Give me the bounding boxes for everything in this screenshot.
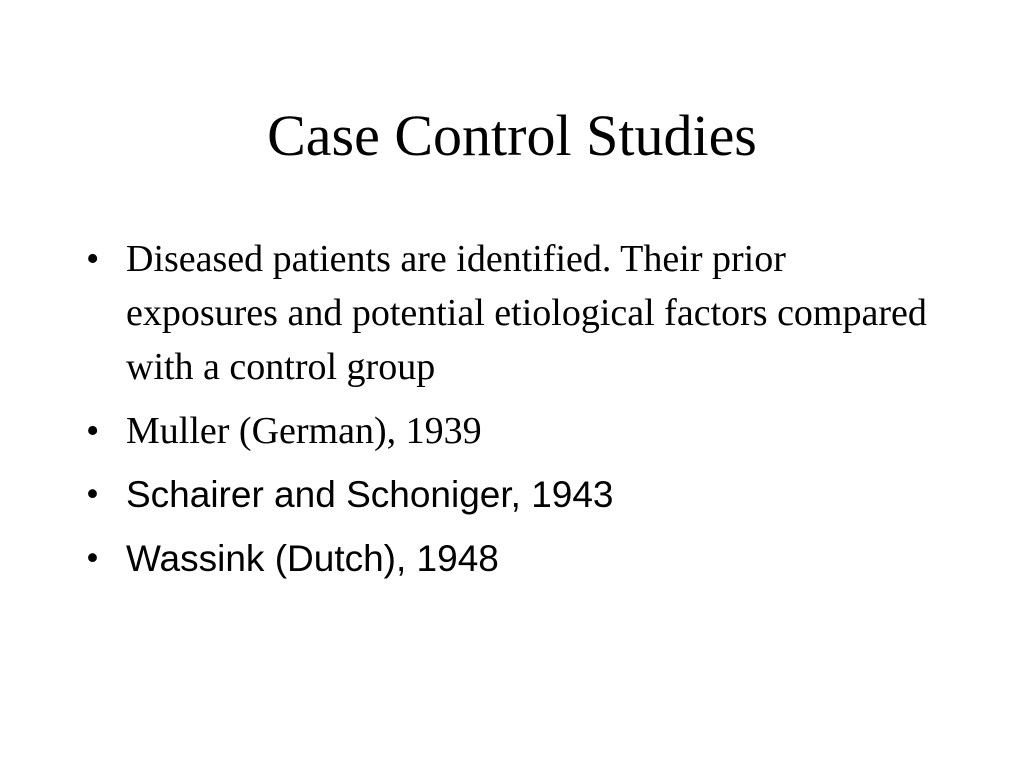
bullet-marker: • (86, 238, 100, 280)
bullet-item (86, 468, 946, 522)
bullet-marker: • (86, 538, 99, 579)
bullet-text: Schairer and Schoniger, 1943 (126, 474, 614, 515)
bullet-list (86, 232, 946, 596)
bullet-marker: • (86, 410, 100, 452)
bullet-item (86, 232, 946, 394)
bullet-text: Diseased patients are identified. Their prior exposures and potential etiological factors compared with a control group (126, 238, 927, 388)
bullet-item (86, 532, 946, 586)
bullet-text: Wassink (Dutch), 1948 (126, 538, 499, 579)
bullet-text: Muller (German), 1939 (126, 410, 482, 452)
bullet-marker: • (86, 474, 99, 515)
bullet-item (86, 404, 946, 458)
slide-title: Case Control Studies (267, 103, 757, 168)
